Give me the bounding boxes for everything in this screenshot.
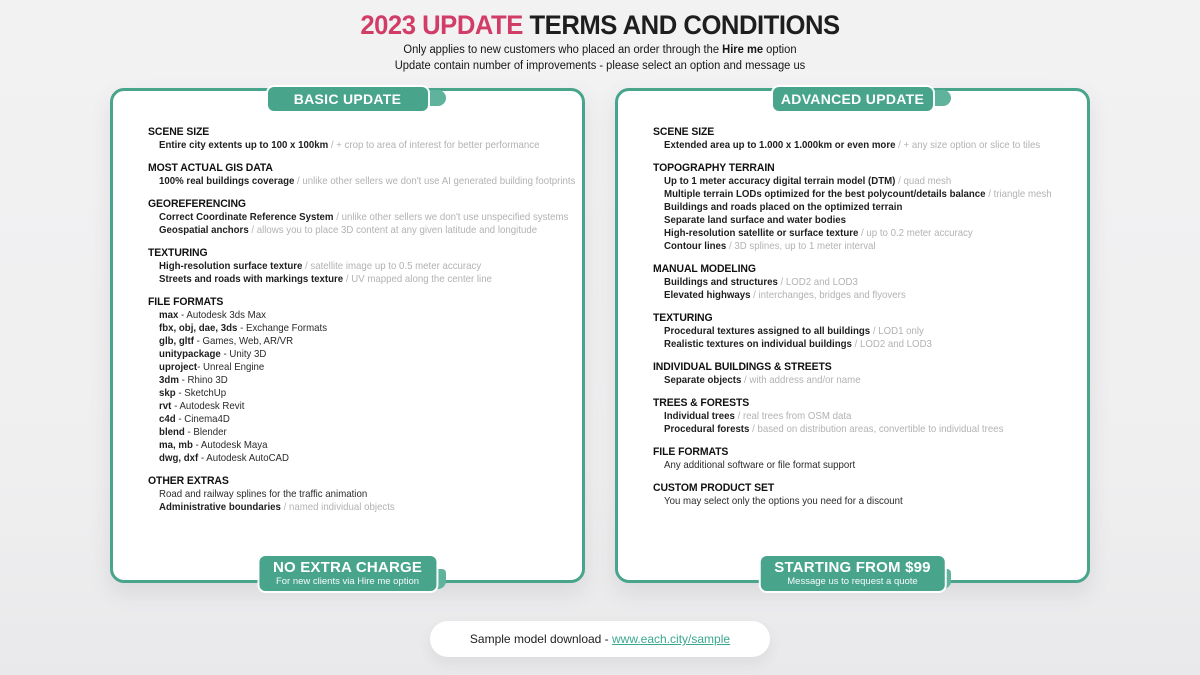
feature-main: rvt: [159, 400, 172, 412]
feature-note: / triangle mesh: [985, 188, 1052, 200]
feature-item: [653, 289, 1039, 302]
section-heading: TREES & FORESTS: [653, 397, 750, 409]
feature-item: [653, 338, 1039, 351]
feature-note: / based on distribution areas, convertible to individual trees: [749, 423, 1004, 435]
feature-text: - Exchange Formats: [237, 322, 328, 334]
section-heading: TEXTURING: [148, 247, 208, 259]
feature-item: [148, 452, 534, 465]
feature-main: High-resolution satellite or surface texture: [664, 227, 859, 239]
feature-item: [653, 240, 1039, 253]
section-heading: FILE FORMATS: [653, 446, 729, 458]
feature-text: - Rhino 3D: [178, 374, 228, 386]
feature-note: / UV mapped along the center line: [343, 273, 492, 285]
feature-text: - Unreal Engine: [197, 361, 265, 373]
feature-main: High-resolution surface texture: [159, 260, 303, 272]
feature-item: [653, 374, 1039, 387]
feature-text: - Games, Web, AR/VR: [193, 335, 294, 347]
advanced-update-panel: [615, 88, 1090, 587]
feature-text: Road and railway splines for the traffic animation: [159, 488, 368, 500]
section-heading: MOST ACTUAL GIS DATA: [148, 162, 273, 174]
feature-note: / real trees from OSM data: [734, 410, 852, 422]
advanced-update-badge: ADVANCED UPDATE: [773, 87, 933, 111]
feature-note: / quad mesh: [895, 175, 952, 187]
section-file-formats: [148, 296, 568, 465]
feature-main: Buildings and structures: [664, 276, 778, 288]
feature-note: / satellite image up to 0.5 meter accuracy: [302, 260, 482, 272]
feature-item: [653, 227, 1039, 240]
feature-item: [653, 459, 1039, 472]
feature-text: - Autodesk Revit: [171, 400, 245, 412]
sample-download-label: Sample model download -: [469, 632, 609, 646]
feature-item: [653, 325, 1039, 338]
price-badge-subtitle: For new clients via Hire me option: [275, 576, 420, 587]
section-heading: SCENE SIZE: [148, 126, 210, 138]
feature-main: Procedural forests: [664, 423, 750, 435]
feature-main: max: [159, 309, 179, 321]
feature-main: Contour lines: [664, 240, 727, 252]
sample-download-bar: [430, 621, 770, 657]
feature-note: / + crop to area of interest for better performance: [328, 139, 540, 151]
feature-main: blend: [159, 426, 185, 438]
feature-note: / with address and/or name: [741, 374, 861, 386]
feature-note: / LOD2 and LOD3: [777, 276, 858, 288]
feature-note: / interchanges, bridges and flyovers: [750, 289, 906, 301]
feature-main: uproject: [159, 361, 198, 373]
page-title-rest: TERMS AND CONDITIONS: [522, 10, 840, 40]
sample-download-link[interactable]: www.each.city/sample: [612, 632, 731, 646]
feature-item: [148, 361, 534, 374]
feature-item: [148, 501, 534, 514]
advanced-update-price-badge: [760, 556, 944, 591]
feature-note: / + any size option or slice to tiles: [895, 139, 1041, 151]
feature-main: 100% real buildings coverage: [159, 175, 295, 187]
section-heading: INDIVIDUAL BUILDINGS & STREETS: [653, 361, 832, 373]
section-file-formats: [653, 446, 1073, 472]
feature-text: - Unity 3D: [220, 348, 267, 360]
page-title-accent: 2023 UPDATE: [360, 10, 523, 40]
feature-main: Entire city extents up to 100 x 100km: [159, 139, 329, 151]
feature-note: / up to 0.2 meter accuracy: [858, 227, 973, 239]
feature-item: [653, 188, 1052, 201]
feature-text: You may select only the options you need for a discount: [664, 495, 903, 507]
page-header: [0, 10, 1200, 73]
section-heading: FILE FORMATS: [148, 296, 224, 308]
feature-main: Elevated highways: [664, 289, 751, 301]
feature-item: [653, 214, 1039, 227]
feature-item: [148, 139, 540, 152]
feature-main: Correct Coordinate Reference System: [159, 211, 334, 223]
feature-item: [148, 224, 538, 237]
section-heading: OTHER EXTRAS: [148, 475, 229, 487]
advanced-update-content: [618, 91, 1087, 508]
section-heading: MANUAL MODELING: [653, 263, 756, 275]
feature-main: Extended area up to 1.000 x 1.000km or even more: [664, 139, 896, 151]
feature-item: [148, 413, 534, 426]
page-title: [30, 10, 1170, 41]
feature-main: glb, gltf: [159, 335, 194, 347]
price-badge-title: NO EXTRA CHARGE: [272, 559, 423, 576]
feature-note: / unlike other sellers we don't use AI generated building footprints: [294, 175, 576, 187]
basic-update-content: [113, 91, 582, 514]
section-topography-terrain: [653, 162, 1073, 253]
feature-main: fbx, obj, dae, 3ds: [159, 322, 238, 334]
section-trees-forests: [653, 397, 1073, 436]
feature-item: [653, 201, 1039, 214]
feature-main: Buildings and roads placed on the optimized terrain: [664, 201, 903, 213]
feature-main: Multiple terrain LODs optimized for the best polycount/details balance: [664, 188, 986, 200]
feature-note: / 3D splines, up to 1 meter interval: [726, 240, 876, 252]
feature-item: [148, 488, 534, 501]
feature-text: Any additional software or file format support: [664, 459, 856, 471]
subtitle1-pre: Only applies to new customers who placed an order through the: [403, 44, 723, 56]
section-heading: CUSTOM PRODUCT SET: [653, 482, 775, 494]
feature-main: Separate objects: [664, 374, 742, 386]
feature-item: [148, 273, 534, 286]
feature-main: Geospatial anchors: [159, 224, 249, 236]
section-texturing: [148, 247, 568, 286]
feature-main: unitypackage: [159, 348, 221, 360]
feature-item: [148, 175, 576, 188]
feature-item: [148, 387, 534, 400]
feature-item: [148, 335, 534, 348]
feature-text: - SketchUp: [175, 387, 227, 399]
section-scene-size: [148, 126, 568, 152]
feature-text: - Autodesk AutoCAD: [198, 452, 289, 464]
feature-item: [653, 495, 1039, 508]
feature-main: Individual trees: [664, 410, 735, 422]
section-scene-size: [653, 126, 1073, 152]
feature-item: [148, 348, 534, 361]
page-subtitle-line2: Update contain number of improvements - please select an option and message us: [394, 60, 806, 72]
basic-update-panel: [110, 88, 585, 587]
section-individual-buildings-streets: [653, 361, 1073, 387]
page-subtitle-line1: [18, 44, 1182, 57]
section-manual-modeling: [653, 263, 1073, 302]
price-badge-subtitle: Message us to request a quote: [787, 576, 918, 587]
feature-text: - Autodesk Maya: [192, 439, 268, 451]
section-texturing: [653, 312, 1073, 351]
feature-item: [148, 211, 569, 224]
price-badge-title: STARTING FROM $99: [774, 559, 931, 576]
feature-item: [148, 260, 534, 273]
feature-main: c4d: [159, 413, 176, 425]
feature-item: [148, 426, 534, 439]
feature-main: Realistic textures on individual buildings: [664, 338, 852, 350]
section-heading: TOPOGRAPHY TERRAIN: [653, 162, 775, 174]
section-heading: SCENE SIZE: [653, 126, 715, 138]
feature-item: [148, 374, 534, 387]
feature-main: Up to 1 meter accuracy digital terrain model (DTM): [664, 175, 896, 187]
section-other-extras: [148, 475, 568, 514]
feature-item: [653, 423, 1039, 436]
feature-note: / named individual objects: [280, 501, 395, 513]
section-heading: TEXTURING: [653, 312, 713, 324]
feature-main: Separate land surface and water bodies: [664, 214, 847, 226]
feature-main: skp: [159, 387, 176, 399]
feature-main: Streets and roads with markings texture: [159, 273, 344, 285]
feature-item: [148, 439, 534, 452]
feature-note: / allows you to place 3D content at any given latitude and longitude: [248, 224, 538, 236]
feature-main: Administrative boundaries: [159, 501, 281, 513]
feature-main: dwg, dxf: [159, 452, 199, 464]
feature-note: / LOD2 and LOD3: [851, 338, 932, 350]
feature-note: / unlike other sellers we don't use unspecified systems: [333, 211, 569, 223]
feature-item: [148, 322, 534, 335]
section-georeferencing: [148, 198, 568, 237]
subtitle1-bold: Hire me: [722, 44, 764, 56]
feature-item: [653, 139, 1039, 152]
subtitle1-post: option: [763, 44, 797, 56]
feature-main: ma, mb: [159, 439, 193, 451]
basic-update-badge: BASIC UPDATE: [268, 87, 428, 111]
feature-note: / LOD1 only: [870, 325, 924, 337]
section-custom-product-set: [653, 482, 1073, 508]
feature-text: - Cinema4D: [175, 413, 230, 425]
feature-text: - Blender: [184, 426, 227, 438]
basic-update-price-badge: [259, 556, 436, 591]
feature-item: [653, 276, 1039, 289]
section-heading: GEOREFERENCING: [148, 198, 246, 210]
feature-item: [148, 309, 534, 322]
feature-item: [148, 400, 534, 413]
feature-text: - Autodesk 3ds Max: [178, 309, 266, 321]
section-most-actual-gis-data: [148, 162, 576, 188]
feature-item: [653, 175, 1039, 188]
feature-main: 3dm: [159, 374, 179, 386]
feature-main: Procedural textures assigned to all buildings: [664, 325, 871, 337]
feature-item: [653, 410, 1039, 423]
